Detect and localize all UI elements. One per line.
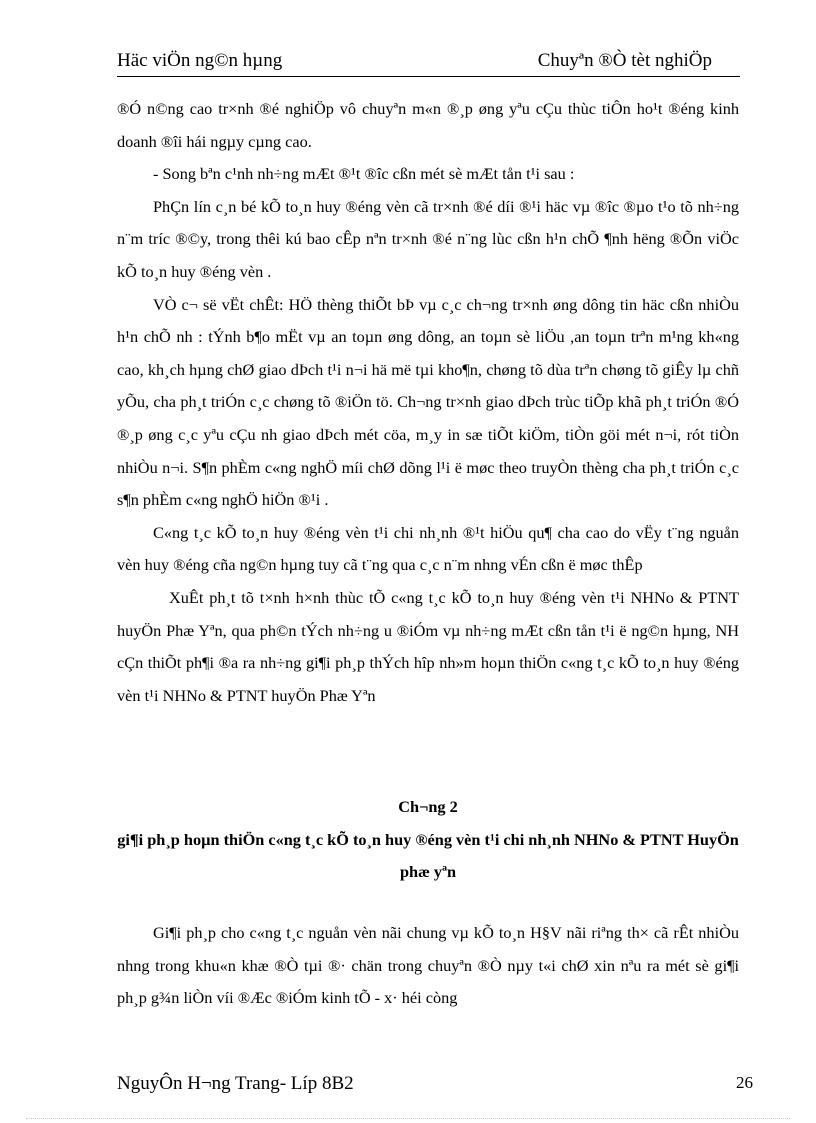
paragraph: VÒ c¬ së vËt chÊt: HÖ thèng thiÕt bÞ vµ c¸c ch¬ng tr×nh øng dông tin häc cßn nhiÒu h¹n chÕ nh : tÝnh b¶o mËt vµ an toµn øng dông, an toµn sè liÖu ,an toµn trªn m¹ng kh«ng cao, kh¸ch hµng chØ giao dÞch t¹i n¬i hä më tµi kho¶n, chøng tõ dùa trªn chøng tõ giÊy lµ chñ yÕu, cha ph¸t triÓn c¸c chøng tõ ®iÖn tö. Ch¬ng tr×nh giao dÞch trùc tiÕp khã ph¸t triÓn ®Ó ®¸p øng c¸c yªu cÇu nh giao dÞch mét cöa, m¸y in sæ tiÕt kiÖm, tiÒn göi mét n¬i, rót tiÒn nhiÒu n¬i. S¶n phÈm c«ng nghÖ míi chØ dõng l¹i ë møc theo truyÒn thèng cha ph¸t triÓn c¸c s¶n phÈm c«ng nghÖ hiÖn ®¹i .	[117, 294, 739, 510]
chapter-label: Ch¬ng 2	[398, 797, 458, 816]
page-number: 26	[736, 1073, 753, 1092]
header-school: Häc viÖn ng©n hµng	[117, 50, 283, 71]
paragraph: C«ng t¸c kÕ to¸n huy ®éng vèn t¹i chi nh¸nh ®¹t hiÖu qu¶ cha cao do vËy t¨ng nguån vèn huy ®éng cña ng©n hµng tuy cã t¨ng qua c¸c n¨m nhng vÉn cßn ë møc thÊp	[117, 522, 739, 575]
page-header	[117, 50, 740, 77]
page-break-divider	[26, 1118, 790, 1119]
header-doc-type: Chuyªn ®Ò tèt nghiÖp	[537, 50, 712, 71]
body-text-closing	[117, 917, 739, 1015]
paragraph: - Song bªn c¹nh nh÷ng mÆt ®¹t ®îc cßn mét sè mÆt tån t¹i sau :	[153, 164, 575, 184]
paragraph: XuÊt ph¸t tõ t×nh h×nh thùc tÕ c«ng t¸c kÕ to¸n huy ®éng vèn t¹i NHNo & PTNT huyÖn Phæ Yªn, qua ph©n tÝch nh÷ng u ®iÓm vµ nh÷ng mÆt cßn tån t¹i ë ng©n hµng, NH cÇn thiÕt ph¶i ®a ra nh÷ng gi¶i ph¸p thÝch hîp nh»m hoµn thiÖn c«ng t¸c kÕ to¸n huy ®éng vèn t¹i NHNo & PTNT huyÖn Phæ Yªn	[117, 587, 739, 705]
chapter-heading	[117, 791, 739, 889]
footer-author: NguyÔn H¬ng Trang- Líp 8B2	[117, 1073, 354, 1094]
paragraph: PhÇn lín c¸n bé kÕ to¸n huy ®éng vèn cã tr×nh ®é díi ®¹i häc vµ ®îc ®µo t¹o tõ nh÷ng n¨m tríc ®©y, trong thêi kú bao cÊp nªn tr×nh ®é n¨ng lùc cßn h¹n chÕ ¶nh hëng ®Õn viÖc kÕ to¸n huy ®éng vèn .	[117, 196, 739, 281]
paragraph: ®Ó n©ng cao tr×nh ®é nghiÖp vô chuyªn m«n ®¸p øng yªu cÇu thùc tiÔn ho¹t ®éng kinh doanh ®îi hái ngµy cµng cao.	[117, 99, 739, 151]
paragraph: Gi¶i ph¸p cho c«ng t¸c nguån vèn nãi chung vµ kÕ to¸n H§V nãi riªng th× cã rÊt nhiÒu nhng trong khu«n khæ ®Ò tµi ®· chän trong chuyªn ®Ò nµy t«i chØ xin nªu ra mét sè gi¶i ph¸p g¾n liÒn víi ®Æc ®iÓm kinh tÕ - x· héi còng	[117, 923, 739, 1008]
chapter-title: gi¶i ph¸p hoµn thiÖn c«ng t¸c kÕ to¸n huy ®éng vèn t¹i chi nh¸nh NHNo & PTNT HuyÖn phæ yªn	[117, 829, 739, 881]
body-text	[117, 93, 739, 712]
